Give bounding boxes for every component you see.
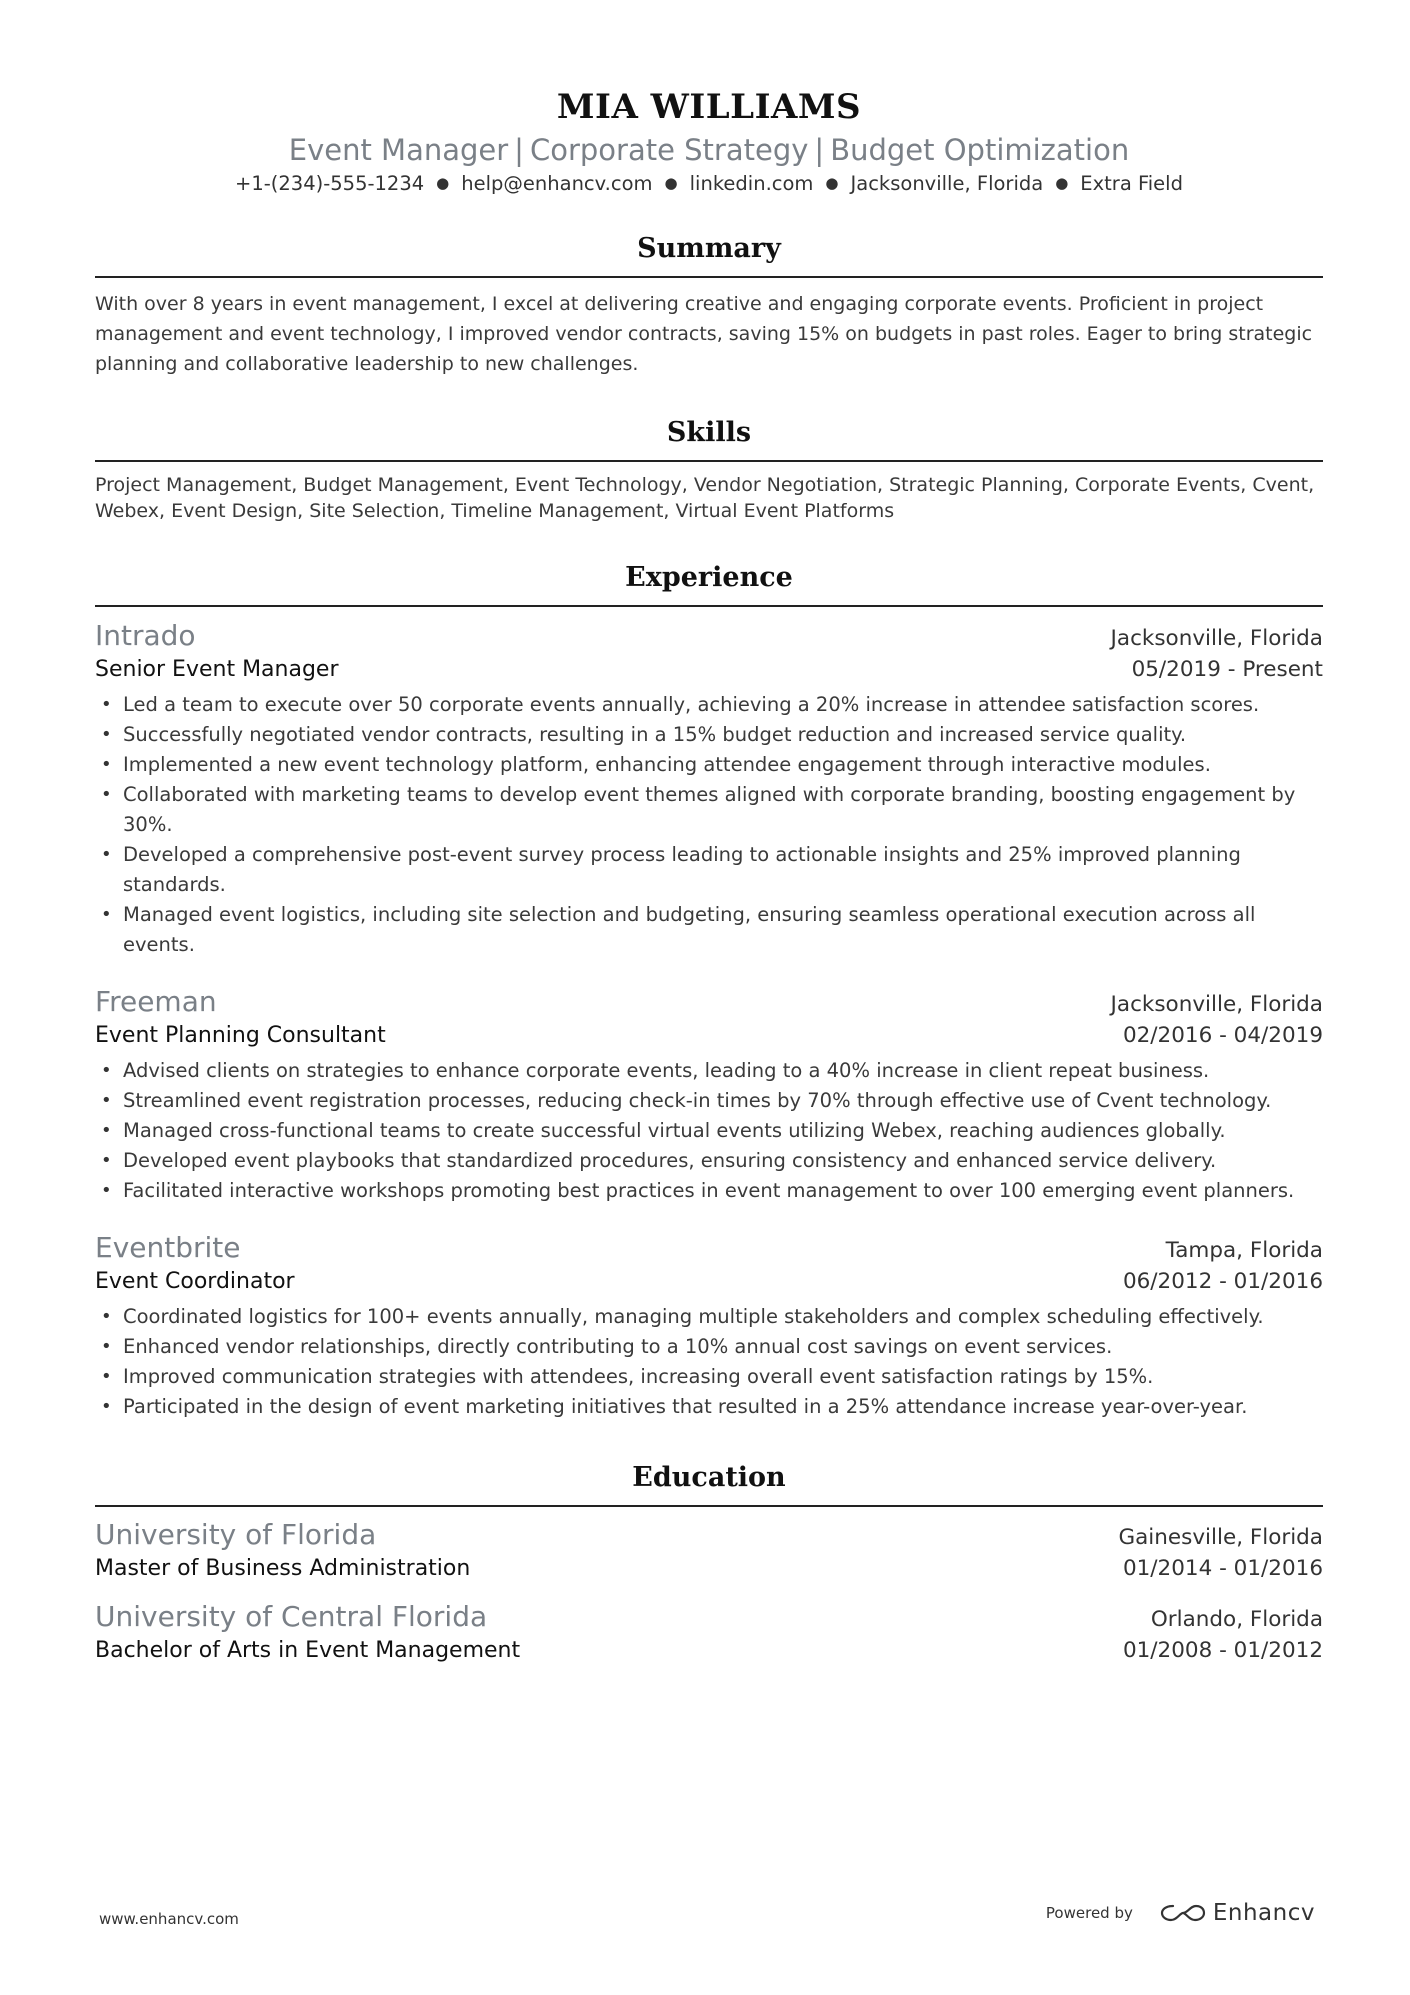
degree: Master of Business Administration [95, 1556, 471, 1581]
achievement-item: • Successfully negotiated vendor contracts, resulting in a 15% budget reduction and increased service quality. [95, 720, 1323, 750]
phone: +1-(234)-555-1234 [235, 172, 425, 195]
section-heading-skills: Skills [95, 413, 1323, 462]
footer-branding [1046, 1900, 1315, 1926]
resume-header [95, 0, 1323, 199]
section-heading-summary: Summary [95, 229, 1323, 278]
location: Jacksonville, Florida [850, 172, 1044, 195]
candidate-name: MIA WILLIAMS [556, 87, 862, 127]
bullet-separator: ● [1055, 174, 1069, 192]
brand-name: Enhancv [1212, 1900, 1315, 1926]
resume-page [95, 0, 1323, 1667]
degree: Bachelor of Arts in Event Management [95, 1638, 521, 1663]
footer-website-link[interactable]: www.enhancv.com [99, 1910, 239, 1928]
job-dates: 06/2012 - 01/2016 [1122, 1269, 1323, 1294]
job-location: Jacksonville, Florida [1110, 626, 1323, 651]
enhancv-brand-link[interactable] [1159, 1900, 1315, 1926]
extra-field: Extra Field [1080, 172, 1183, 195]
section-heading-experience: Experience [95, 558, 1323, 607]
achievement-item: • Developed event playbooks that standardized procedures, ensuring consistency and enhanced service delivery. [95, 1146, 1323, 1176]
achievement-item: • Managed cross-functional teams to create successful virtual events utilizing Webex, reaching audiences globally. [95, 1116, 1323, 1146]
achievement-list [95, 1056, 1323, 1206]
linkedin-link[interactable]: linkedin.com [689, 172, 814, 195]
bullet-separator: ● [664, 174, 678, 192]
company-name: Intrado [95, 619, 196, 652]
achievement-item: • Implemented a new event technology platform, enhancing attendee engagement through interactive modules. [95, 750, 1323, 780]
headline [95, 130, 1323, 170]
contact-line [95, 170, 1323, 199]
skills-section [95, 413, 1323, 524]
school-name: University of Central Florida [95, 1600, 488, 1633]
education-dates: 01/2008 - 01/2012 [1122, 1638, 1323, 1663]
headline-separator: | [514, 133, 524, 167]
achievement-item: • Advised clients on strategies to enhance corporate events, leading to a 40% increase in client repeat business. [95, 1056, 1323, 1086]
bullet-separator: ● [436, 174, 450, 192]
experience-section [95, 558, 1323, 1422]
section-heading-education: Education [95, 1458, 1323, 1507]
experience-entry [95, 1230, 1323, 1422]
school-name: University of Florida [95, 1518, 377, 1551]
job-dates: 05/2019 - Present [1131, 657, 1323, 682]
school-location: Orlando, Florida [1150, 1607, 1323, 1632]
achievement-item: • Facilitated interactive workshops promoting best practices in event management to over 100 emerging event planners. [95, 1176, 1323, 1206]
job-title: Event Planning Consultant [95, 1023, 386, 1048]
achievement-item: • Improved communication strategies with attendees, increasing overall event satisfaction ratings by 15%. [95, 1362, 1323, 1392]
job-title: Senior Event Manager [95, 657, 339, 682]
achievement-item: • Coordinated logistics for 100+ events annually, managing multiple stakeholders and complex scheduling effectively. [95, 1302, 1323, 1332]
achievement-list [95, 690, 1323, 960]
headline-title: Event Manager [288, 133, 509, 167]
headline-title: Budget Optimization [830, 133, 1130, 167]
education-entry [95, 1599, 1323, 1667]
achievement-item: • Led a team to execute over 50 corporate events annually, achieving a 20% increase in attendee satisfaction scores. [95, 690, 1323, 720]
headline-separator: | [814, 133, 825, 167]
achievement-item: • Managed event logistics, including site selection and budgeting, ensuring seamless operational execution across all events. [95, 900, 1323, 960]
company-name: Eventbrite [95, 1231, 241, 1264]
experience-entry [95, 984, 1323, 1206]
job-dates: 02/2016 - 04/2019 [1122, 1023, 1323, 1048]
experience-entry [95, 618, 1323, 960]
job-title: Event Coordinator [95, 1269, 295, 1294]
achievement-item: • Streamlined event registration processes, reducing check-in times by 70% through effective use of Cvent technology. [95, 1086, 1323, 1116]
job-location: Jacksonville, Florida [1110, 992, 1323, 1017]
achievement-item: • Collaborated with marketing teams to develop event themes aligned with corporate branding, boosting engagement by 30%. [95, 780, 1323, 840]
powered-by-label: Powered by [1045, 1904, 1133, 1922]
bullet-separator: ● [825, 174, 839, 192]
job-location: Tampa, Florida [1165, 1238, 1323, 1263]
summary-text: With over 8 years in event management, I excel at delivering creative and engaging corporate events. Proficient in project management and event technology, I improved vendor contracts, saving 15% on budgets in past roles. Eager to bring strategic planning and collaborative leadership to new challenges. [95, 293, 1313, 375]
achievement-item: • Enhanced vendor relationships, directly contributing to a 10% annual cost savings on event services. [95, 1332, 1323, 1362]
company-name: Freeman [95, 985, 217, 1018]
headline-title: Corporate Strategy [529, 133, 809, 167]
skills-text: Project Management, Budget Management, Event Technology, Vendor Negotiation, Strategic Planning, Corporate Events, Cvent, Webex, Event Design, Site Selection, Timeline Management, Virtual Event Platforms [95, 474, 1315, 522]
education-section [95, 1458, 1323, 1667]
education-entry [95, 1517, 1323, 1585]
email-link[interactable]: help@enhancv.com [461, 172, 653, 195]
education-dates: 01/2014 - 01/2016 [1122, 1556, 1323, 1581]
summary-section [95, 229, 1323, 379]
enhancv-logo-icon [1159, 1901, 1207, 1925]
achievement-item: • Developed a comprehensive post-event survey process leading to actionable insights and 25% improved planning standards. [95, 840, 1323, 900]
achievement-item: • Participated in the design of event marketing initiatives that resulted in a 25% attendance increase year-over-year. [95, 1392, 1323, 1422]
school-location: Gainesville, Florida [1118, 1525, 1323, 1550]
achievement-list [95, 1302, 1323, 1422]
